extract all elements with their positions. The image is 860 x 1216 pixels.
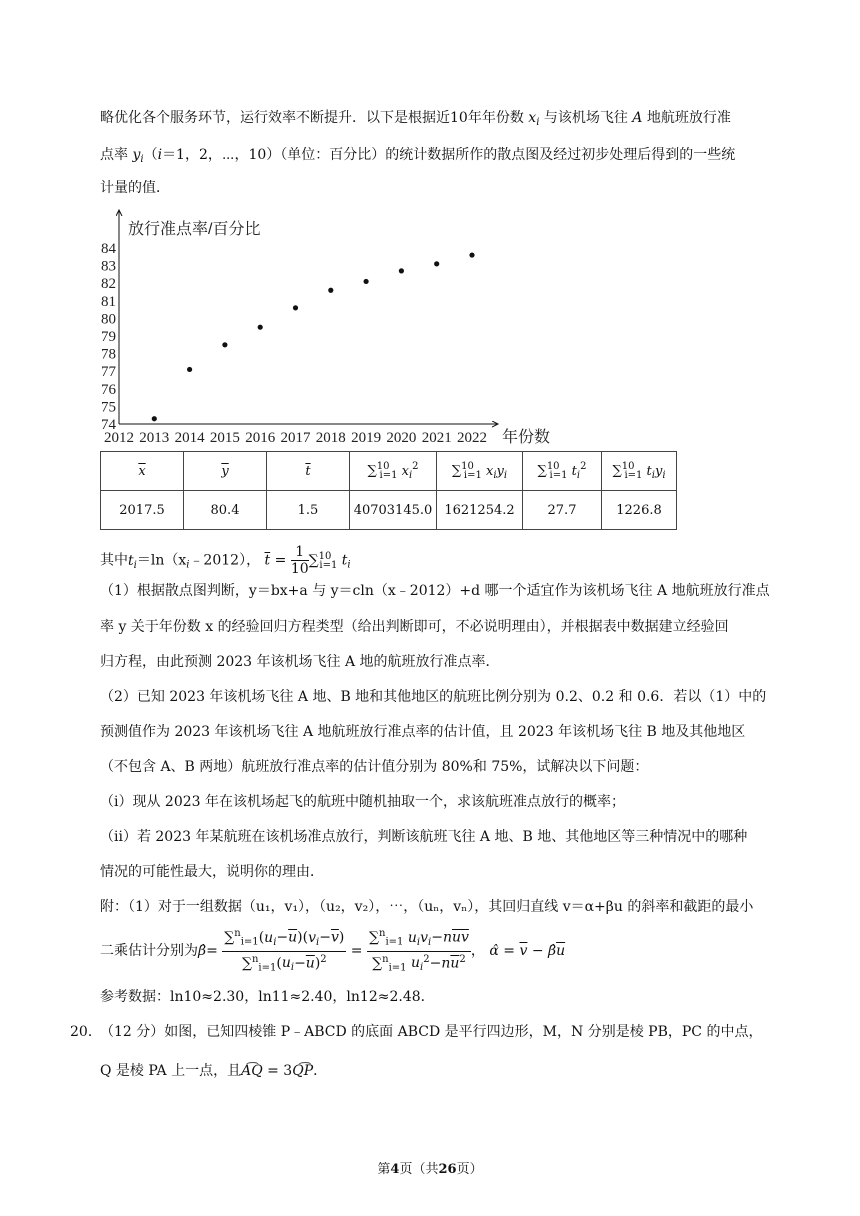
header-sum-t2: ∑$^{10}_{i=1}$ $t_i^2$	[523, 452, 602, 491]
table-header-row	[101, 452, 677, 491]
data-point	[399, 268, 404, 273]
cell-sum-t2: 27.7	[523, 491, 602, 530]
q1-line-3: 归方程，由此预测 2023 年该机场飞往 A 地的航班放行准点率．	[100, 654, 500, 670]
x-tick-label: 2015	[209, 430, 240, 446]
beta-fraction-2: $\frac{\sum^n_{i=1} u_iv_i-n\overline{uv}}{\sum^n_{i=1} u_i^2-n\overline{u}^2}$	[368, 928, 469, 974]
header-sum-xy: ∑$^{10}_{i=1}$ $x_iy_i$	[437, 452, 523, 491]
x-tick-label: 2019	[351, 430, 382, 446]
data-point	[152, 416, 157, 421]
y-tick-label: 75	[101, 399, 116, 416]
x-tick-label: 2016	[245, 430, 276, 446]
note-line: 其中$t_i=\ln(x_i﹣2012)$， $\overline{t}$ = $\frac{1}{10}$ ∑$^{10}_{i=1}$ $t_i$	[100, 544, 351, 578]
x-tick-label: 2018	[315, 430, 346, 446]
header-y-bar: $\overline{y}$	[184, 452, 267, 491]
reference-data: 参考数据：ln10≈2.30，ln11≈2.40，ln12≈2.48．	[100, 989, 435, 1005]
x-tick-label: 2021	[421, 430, 452, 446]
statistics-table	[100, 451, 677, 530]
cell-sum-ty: 1226.8	[602, 491, 677, 530]
cell-t-bar: 1.5	[267, 491, 350, 530]
x-tick-label: 2020	[386, 430, 417, 446]
header-t-bar: $\overline{t}$	[267, 452, 350, 491]
data-point	[434, 261, 439, 266]
cell-sum-xy: 1621254.2	[437, 491, 523, 530]
x-tick-label: 2014	[174, 430, 205, 446]
data-point	[469, 252, 474, 257]
table-values-row	[101, 491, 677, 530]
q2-sub-ii-1: （ii）若 2023 年某航班在该机场准点放行，判断该航班飞往 A 地、B 地、其他地区等三种情况中的哪种	[100, 829, 748, 845]
q2-sub-ii-2: 情况的可能性最大，说明你的理由．	[100, 864, 324, 880]
intro-line-1: 略优化各个服务环节，运行效率不断提升．以下是根据近10年年份数 $x_i$ 与该机场飞往 A 地航班放行准	[100, 110, 731, 128]
y-tick-label: 78	[101, 346, 116, 363]
x-axis-label: 年份数	[502, 429, 551, 446]
y-tick-label: 74	[101, 417, 116, 433]
x-tick-label: 2022	[457, 430, 487, 446]
y-tick-label: 81	[101, 293, 116, 310]
page-footer: 第4页（共26页）	[377, 1162, 483, 1177]
header-sum-x2: ∑$^{10}_{i=1}$ $x_i^2$	[350, 452, 437, 491]
appendix-formula: 二乘估计分别为β̂= $\frac{\sum^n_{i=1}(u_i-\overline{u})(v_i-\overline{v})}{\sum^n_{i=1}(u_i-\overline{u})^2}$ = $\frac{\sum^n_{i=1} u_iv_i-n\overline{uv}}{\sum^n_{i=1} u_i^2-n\overline{u}^2}$ ， α̂ = $\overline{v}$ − $\betâ\overline{u}$	[100, 926, 565, 976]
header-x-bar: $\overline{x}$	[101, 452, 184, 491]
data-point	[222, 342, 227, 347]
cell-sum-x2: 40703145.0	[350, 491, 437, 530]
appendix-line-1: 附：（1）对于一组数据（u₁，v₁），（u₂，v₂），⋯，（uₙ，vₙ），其回归直线 v＝α+βu 的斜率和截距的最小	[100, 899, 754, 915]
data-point	[293, 305, 298, 310]
q2-line-3: （不包含 A、B 两地）航班放行准点率的估计值分别为 80%和 75%，试解决以下问题：	[100, 759, 649, 775]
q1-line-1: （1）根据散点图判断，y＝bx+a 与 y＝cln（x﹣2012）+d 哪一个适宜作为该机场飞往 A 地航班放行准点	[100, 583, 770, 599]
y-tick-label: 79	[101, 329, 116, 345]
q2-line-2: 预测值作为 2023 年该机场飞往 A 地航班放行准点率的估计值，且 2023 年该机场飞往 B 地及其他地区	[100, 724, 746, 740]
scatter-chart	[96, 206, 566, 452]
intro-line-3: 计量的值．	[100, 180, 170, 196]
data-point	[364, 279, 369, 284]
header-sum-ty: ∑$^{10}_{i=1}$ $t_iy_i$	[602, 452, 677, 491]
x-tick-labels	[104, 430, 487, 446]
y-tick-label: 83	[101, 258, 116, 275]
q2-line-1: （2）已知 2023 年该机场飞往 A 地、B 地和其他地区的航班比例分别为 0.2、0.2 和 0.6．若以（1）中的	[100, 689, 767, 705]
cell-y-bar: 80.4	[184, 491, 267, 530]
y-tick-label: 76	[101, 381, 116, 398]
data-point	[187, 367, 192, 372]
y-tick-label: 84	[101, 241, 116, 257]
y-axis-label: 放行准点率/百分比	[128, 221, 261, 238]
y-tick-labels	[101, 241, 117, 433]
vector-equation: A͡Q = 3Q͡P	[241, 1063, 314, 1079]
y-tick-label: 82	[101, 276, 116, 293]
fraction-1-10: $\frac{1}{10}$	[290, 544, 309, 578]
x-tick-label: 2017	[280, 430, 311, 446]
data-point	[258, 325, 263, 330]
intro-line-2: 点率 $y_i(i=1$，2，⋯，10）（单位：百分比）的统计数据所作的散点图及经过初步处理后得到的一些统	[100, 147, 736, 165]
data-point	[328, 288, 333, 293]
beta-fraction-1: $\frac{\sum^n_{i=1}(u_i-\overline{u})(v_i-\overline{v})}{\sum^n_{i=1}(u_i-\overline{u})^2}$	[224, 928, 345, 974]
data-points	[152, 252, 475, 421]
x-tick-label: 2012	[104, 430, 134, 446]
problem-20-line-2: Q 是棱 PA 上一点，且A͡Q = 3Q͡P．	[100, 1063, 328, 1079]
cell-x-bar: 2017.5	[101, 491, 184, 530]
problem-20-number: 20．	[70, 1024, 102, 1040]
y-tick-label: 77	[101, 364, 116, 381]
q1-line-2: 率 y 关于年份数 x 的经验回归方程类型（给出判断即可，不必说明理由），并根据表中数据建立经验回	[100, 619, 729, 635]
x-tick-label: 2013	[139, 430, 170, 446]
problem-20-line-1: （12 分）如图，已知四棱锥 P﹣ABCD 的底面 ABCD 是平行四边形，M，N 分别是棱 PB，PC 的中点，	[100, 1024, 763, 1040]
q2-sub-i: （i）现从 2023 年在该机场起飞的航班中随机抽取一个，求该航班准点放行的概率；	[100, 794, 626, 810]
y-tick-label: 80	[101, 311, 116, 328]
